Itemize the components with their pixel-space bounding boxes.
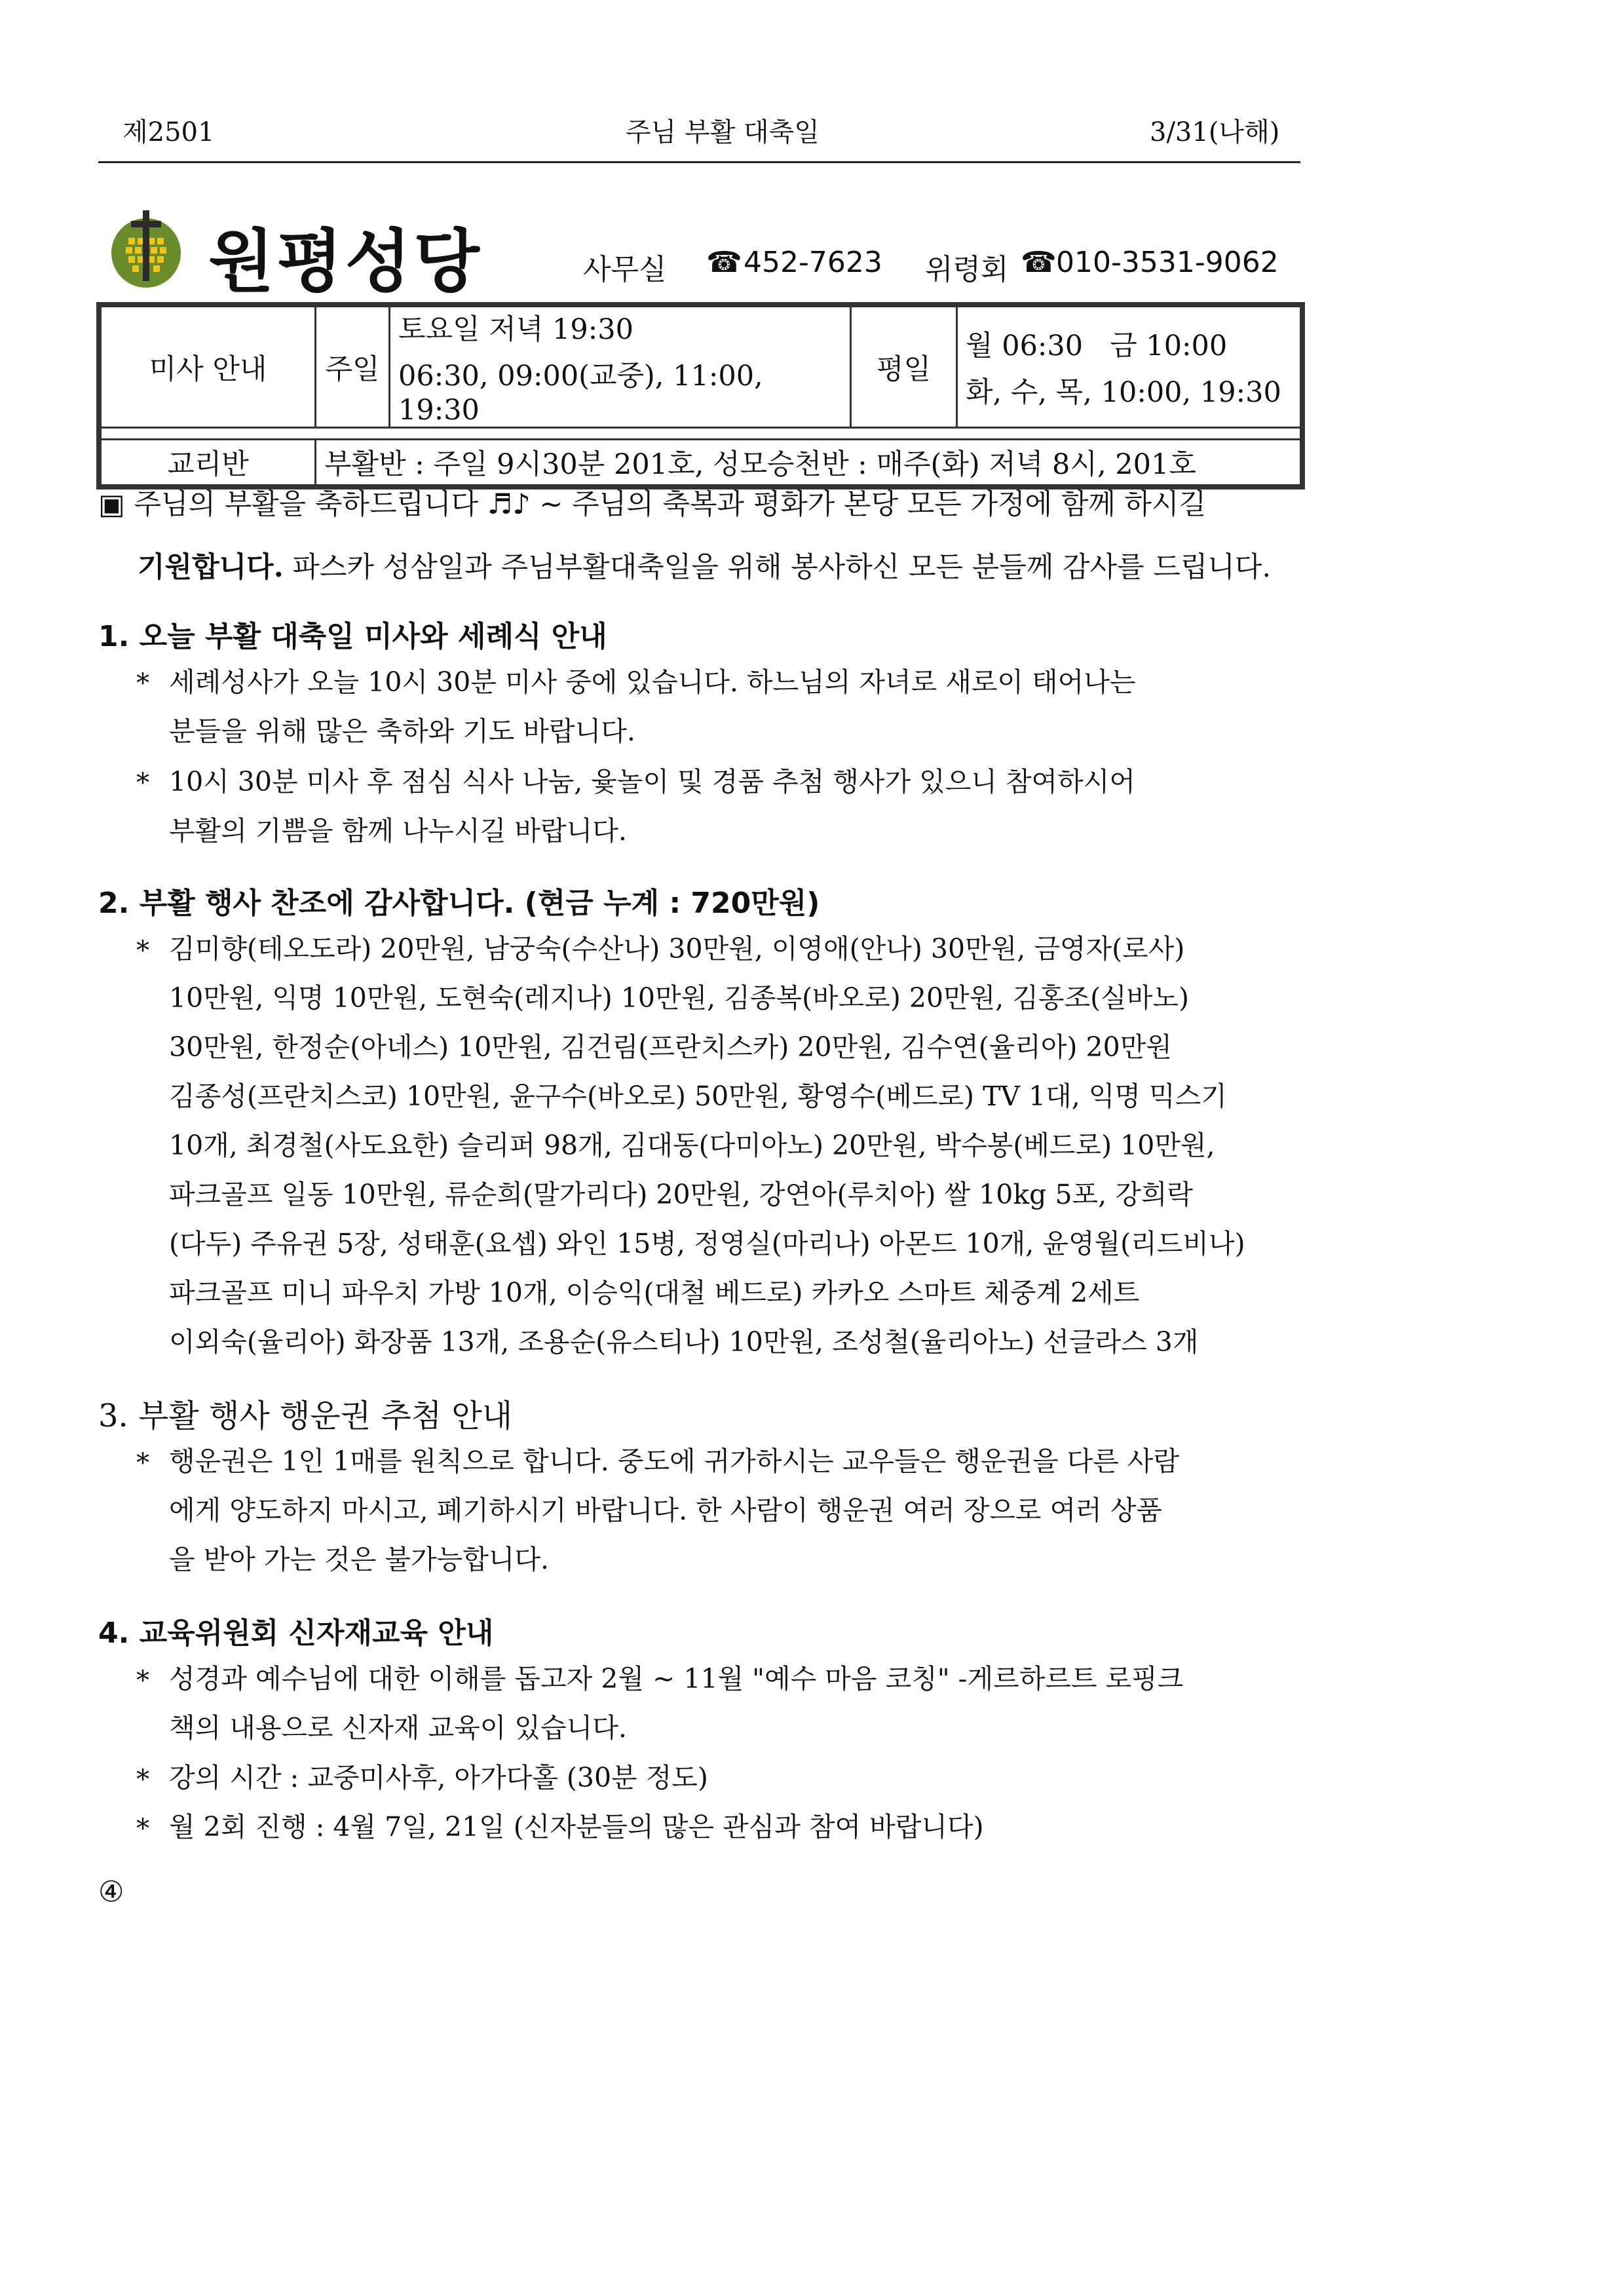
s1-item2-line1: 10시 30분 미사 후 점심 식사 나눔, 윷놀이 및 경품 추첨 행사가 있으니 참여하시어 [169, 766, 1135, 797]
issue-number: 제2501 [123, 117, 215, 147]
s4-item1-line2: 책의 내용으로 신자재 교육이 있습니다. [169, 1712, 627, 1744]
bullet: * [136, 1765, 149, 1795]
bullet: * [136, 1666, 149, 1696]
sunday-line-2: 06:30, 09:00(교중), 11:00, 19:30 [398, 360, 763, 427]
donation-line-6: 파크골프 일동 10만원, 류순희(말가리다) 20만원, 강연아(루치아) 쌀 10kg 5포, 강희락 [169, 1179, 1194, 1210]
header-divider [98, 161, 1300, 163]
header-date: 3/31(나해) [1150, 117, 1280, 147]
phone-icon: ☎ [1021, 246, 1057, 279]
greeting-thanks: 파스카 성삼일과 주님부활대축일을 위해 봉사하신 모든 분들께 감사를 드립니다. [283, 551, 1272, 584]
bullet: * [136, 1448, 149, 1478]
s4-item1-line1: 성경과 예수님에 대한 이해를 돕고자 2월 ~ 11월 "예수 마음 코칭" -게르하르트 로핑크 [169, 1663, 1184, 1694]
office-phone: 452-7623 [744, 246, 882, 279]
donation-line-2: 10만원, 익명 10만원, 도현숙(레지나) 10만원, 김종복(바오로) 20만원, 김홍조(실바노) [169, 982, 1189, 1014]
donation-line-7: (다두) 주유권 5장, 성태훈(요셉) 와인 15병, 정영실(마리나) 아몬드 10개, 윤영월(리드비나) [169, 1228, 1245, 1259]
s1-item2-line2: 부활의 기쁨을 함께 나누시길 바랍니다. [169, 815, 627, 847]
catechism-label: 교리반 [101, 440, 316, 486]
greeting-line-1 [98, 480, 1206, 529]
s1-item1-line2: 분들을 위해 많은 축하와 기도 바랍니다. [169, 716, 635, 747]
mass-schedule-table [100, 305, 1302, 486]
weekday-label: 평일 [851, 307, 957, 428]
weekday-line-1: 월 06:30 금 10:00 [966, 330, 1228, 362]
committee-label: 위령회 [925, 253, 1009, 286]
church-name: 원평성당 [208, 221, 482, 301]
s4-item3: 월 2회 진행 : 4월 7일, 21일 (신자분들의 많은 관심과 참여 바랍니다) [169, 1811, 984, 1843]
office-label: 사무실 [583, 253, 667, 286]
sunday-label: 주일 [316, 307, 390, 428]
donation-line-9: 이외숙(율리아) 화장품 13개, 조용순(유스티나) 10만원, 조성철(율리아노) 선글라스 3개 [169, 1326, 1199, 1358]
s3-line2: 에게 양도하지 마시고, 폐기하시기 바랍니다. 한 사람이 행운권 여러 장으로 여러 상품 [169, 1495, 1163, 1526]
section-3-title: 3. 부활 행사 행운권 추첨 안내 [98, 1398, 513, 1434]
bullet: * [136, 1814, 149, 1844]
header-title: 주님 부활 대축일 [626, 117, 820, 147]
section-1-title: 1. 오늘 부활 대축일 미사와 세례식 안내 [98, 620, 607, 653]
greeting-text: 주님의 부활을 축하드립니다 ♬♪ ~ 주님의 축복과 평화가 본당 모든 가정에 함께 하시길 [134, 488, 1207, 521]
s3-line3: 을 받아 가는 것은 불가능합니다. [169, 1544, 550, 1575]
page-number: ④ [98, 1875, 124, 1909]
donation-line-5: 10개, 최경철(사도요한) 슬리퍼 98개, 김대동(다미아노) 20만원, 박수봉(베드로) 10만원, [169, 1130, 1215, 1161]
committee-phone: 010-3531-9062 [1056, 246, 1279, 279]
mass-label: 미사 안내 [101, 307, 316, 428]
weekday-line-2: 화, 수, 목, 10:00, 19:30 [966, 376, 1281, 409]
section-2-title: 2. 부활 행사 찬조에 감사합니다. (현금 누계 : 720만원) [98, 887, 820, 920]
section-4-title: 4. 교육위원회 신자재교육 안내 [98, 1617, 494, 1650]
weekday-times [957, 307, 1301, 428]
s3-line1: 행운권은 1인 1매를 원칙으로 합니다. 중도에 귀가하시는 교우들은 행운권을 다른 사람 [169, 1445, 1180, 1477]
greeting-marker: ▣ [98, 488, 125, 521]
bullet: * [136, 936, 149, 966]
donation-line-4: 김종성(프란치스코) 10만원, 윤구수(바오로) 50만원, 황영수(베드로) TV 1대, 익명 믹스기 [169, 1081, 1227, 1112]
bullet: * [136, 668, 149, 698]
donation-line-1: 김미향(테오도라) 20만원, 남궁숙(수산나) 30만원, 이영애(안나) 30만원, 금영자(로사) [169, 933, 1185, 965]
church-logo [105, 206, 187, 289]
bullet: * [136, 768, 149, 798]
catechism-text: 부활반 : 주일 9시30분 201호, 성모승천반 : 매주(화) 저녁 8시, 201호 [316, 440, 1301, 486]
sunday-line-1: 토요일 저녁 19:30 [398, 313, 633, 346]
donation-line-8: 파크골프 미니 파우치 가방 10개, 이승익(대철 베드로) 카카오 스마트 체중계 2세트 [169, 1277, 1140, 1309]
s1-item1-line1: 세례성사가 오늘 10시 30분 미사 중에 있습니다. 하느님의 자녀로 새로이 태어나는 [169, 666, 1136, 698]
greeting-bold: 기원합니다. [138, 551, 284, 584]
phone-icon: ☎ [706, 246, 742, 279]
donation-line-3: 30만원, 한정순(아네스) 10만원, 김건림(프란치스카) 20만원, 김수연(율리아) 20만원 [169, 1031, 1172, 1063]
s4-item2: 강의 시간 : 교중미사후, 아가다홀 (30분 정도) [169, 1762, 708, 1793]
sunday-times [390, 307, 851, 428]
greeting-line-2 [138, 543, 1271, 592]
